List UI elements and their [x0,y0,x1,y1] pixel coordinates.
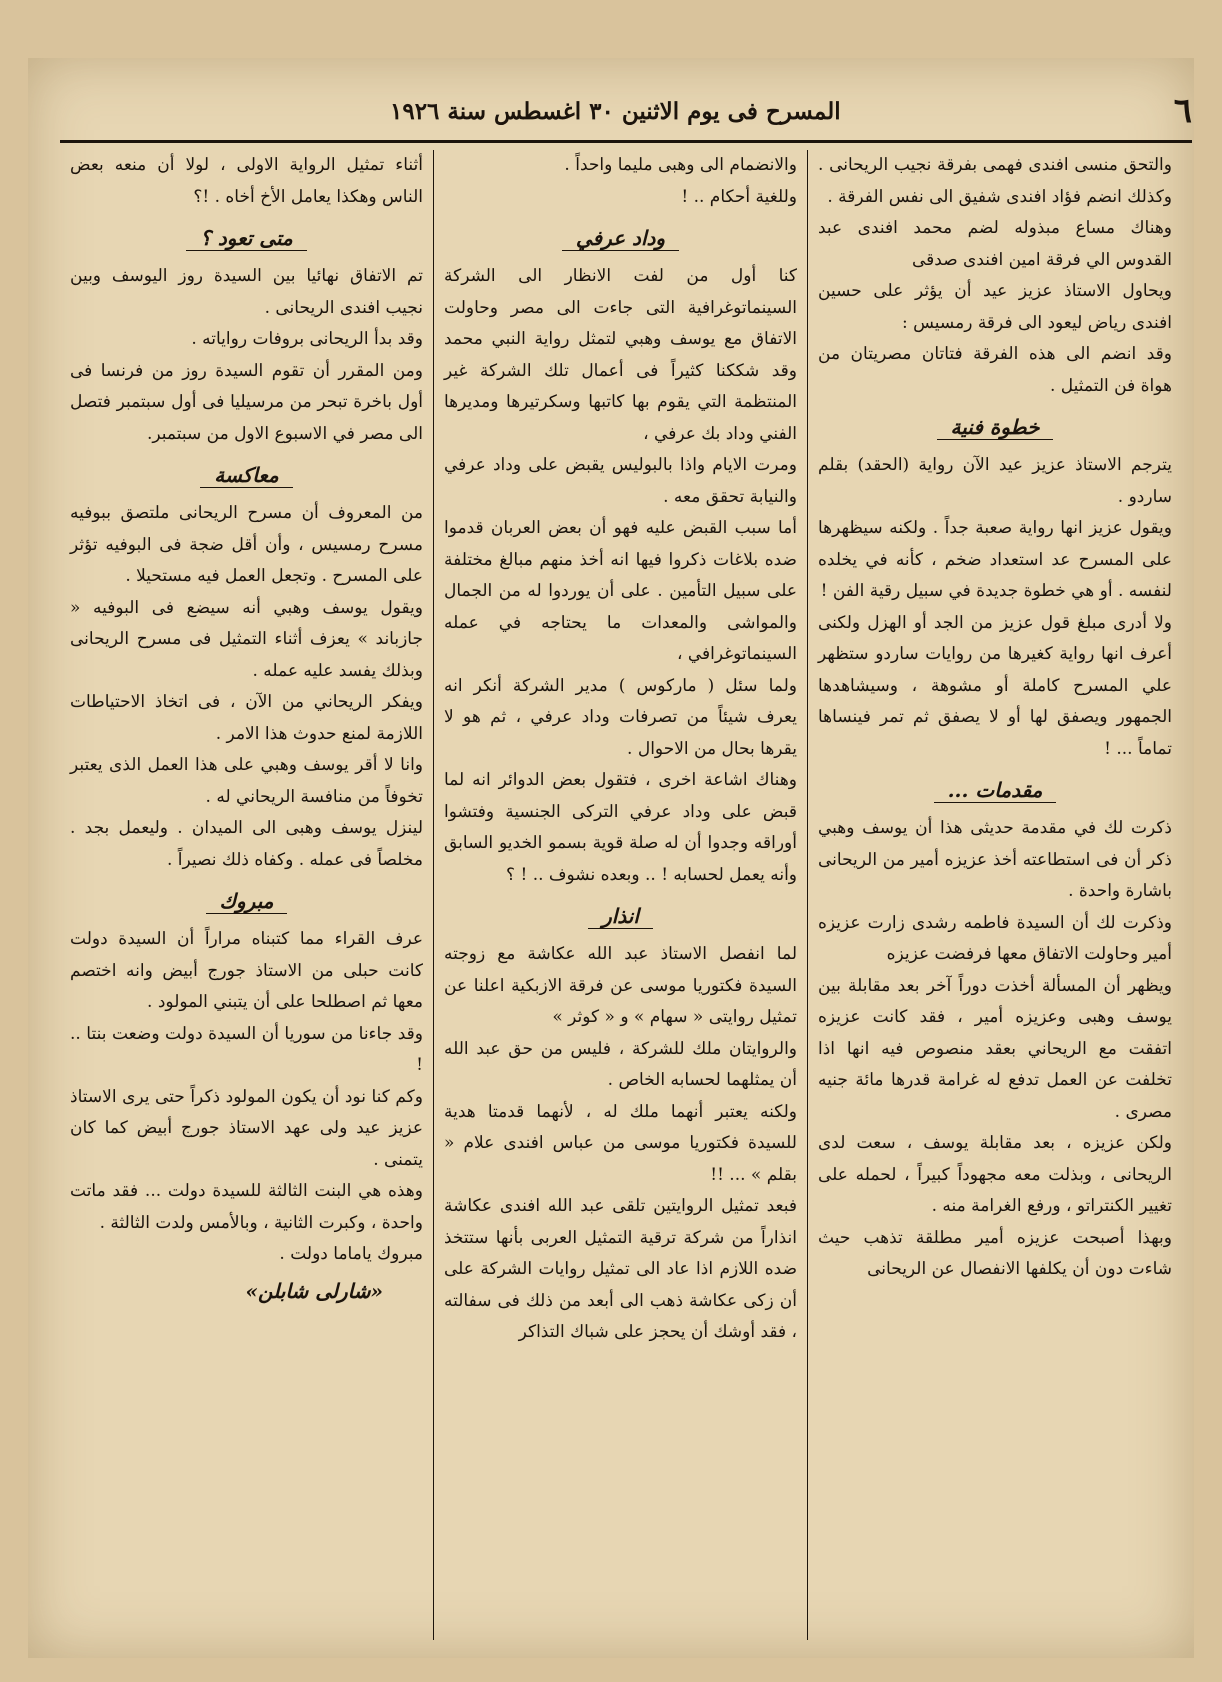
article-paragraph: ولما سئل ( ماركوس ) مدير الشركة أنكر انه يعرف شيئاً من تصرفات وداد عرفي ، ثم هو لا يقرها بحال من الاحوال . [444,675,797,759]
article-paragraph: يترجم الاستاذ عزيز عيد الآن رواية (الحقد) بقلم ساردو . [818,455,1172,507]
article-paragraph: وانا لا أقر يوسف وهبي على هذا العمل الذى يعتبر تخوفاً من منافسة الريحاني له . [70,755,423,807]
article-paragraph: ويقول يوسف وهبي أنه سيضع فى البوفيه « جازباند » يعزف أثناء التمثيل فى مسرح الريحانى وبذلك يفسد عليه عمله . [70,597,423,681]
article-paragraph: وبهذا أصبحت عزيزه أمير مطلقة تذهب حيث شاءت دون أن يكلفها الانفصال عن الريحانى [818,1227,1172,1279]
article-paragraph: لما انفصل الاستاذ عبد الله عكاشة مع زوجته السيدة فكتوريا موسى عن فرقة الازبكية اعلنا عن تمثيل روايتى « سهام » و « كوثر » [444,944,797,1027]
article-paragraph: أما سبب القبض عليه فهو أن بعض العربان قدموا ضده بلاغات ذكروا فيها انه أخذ منهم مبالغ مختلفة على سبيل التأمين . على أن يوردوا له من الجمال والمواشى والمعدات ما يحتاجه في عمله السينماتوغرافي ، [444,518,797,664]
section-heading [70,460,423,490]
article-paragraph: ويقول عزيز انها رواية صعبة جداً . ولكنه سيظهرها على المسرح عد استعداد ضخم ، كأنه في يخلده لنفسه . أو هي خطوة جديدة في سبيل رقية الفن ! [818,518,1172,601]
article-paragraph: لينزل يوسف وهبى الى الميدان . وليعمل بجد . مخلصاً فى عمله . وكفاه ذلك نصيراً . [70,818,423,870]
article-paragraph: ولكنه يعتبر أنهما ملك له ، لأنهما قدمتا هدية للسيدة فكتوريا موسى من عباس افندى علام « بقلم » ... !! [444,1101,797,1185]
article-paragraph: ومن المقرر أن تقوم السيدة روز من فرنسا فى أول باخرة تبحر من مرسيليا فى أول سبتمبر فتصل الى مصر في الاسبوع الاول من سبتمبر. [70,360,423,444]
article-paragraph: وذكرت لك أن السيدة فاطمه رشدى زارت عزيزه أمير وحاولت الاتفاق معها فرفضت عزيزه [818,912,1172,964]
article-paragraph: وهناك اشاعة اخرى ، فتقول بعض الدوائر انه لما قبض على وداد عرفي التركى الجنسية وفتشوا أوراقه وجدوا أن له صلة قوية بسمو الخديو السابق وأنه يعمل لحسابه ! .. وبعده نشوف .. ! ؟ [444,770,797,885]
article-paragraph: ولكن عزيزه ، بعد مقابلة يوسف ، سعت لدى الريحانى ، وبذلت معه مجهوداً كبيراً ، لحمله على تغيير الكنتراتو ، ورفع الغرامة منه . [818,1133,1172,1216]
article-paragraph: ويحاول الاستاذ عزيز عيد أن يؤثر على حسين افندى رياض ليعود الى فرقة رمسيس : [818,281,1172,333]
article-paragraph: وهذه هي البنت الثالثة للسيدة دولت ... فقد ماتت واحدة ، وكبرت الثانية ، وبالأمس ولدت الثالثة . [70,1181,423,1233]
article-paragraph: والانضمام الى وهبى مليما واحداً . [564,155,797,175]
column-1 [808,150,1182,1640]
column-3 [60,150,434,1640]
header-rule [60,140,1192,143]
article-paragraph: كنا أول من لفت الانظار الى الشركة السينماتوغرافية التى جاءت الى مصر وحاولت الاتفاق مع يوسف وهبي لتمثل رواية النبي محمد وقد شككنا كثيراً فى أعمال تلك الشركة غير المنتظمة التي يقوم بها كاتبها وسكرتيرها ومديرها الفني وداد بك عرفي ، [444,266,797,444]
section-heading [70,886,423,916]
article-paragraph: أثناء تمثيل الرواية الاولى ، لولا أن منعه بعض الناس وهكذا يعامل الأخ أخاه . !؟ [70,155,423,207]
section-heading-text: مقدمات ... [934,778,1057,803]
section-heading-text: متى تعود ؟ [186,226,306,251]
section-heading [818,775,1172,805]
article-paragraph: ذكرت لك في مقدمة حديثى هذا أن يوسف وهبي ذكر أن فى استطاعته أخذ عزيزه أمير من الريحانى باشارة واحدة . [818,818,1172,901]
article-paragraph: ومرت الايام واذا بالبوليس يقبض على وداد عرفي والنيابة تحقق معه . [444,455,797,507]
article-paragraph: والتحق منسى افندى فهمى بفرقة نجيب الريحانى . وكذلك انضم فؤاد افندى شفيق الى نفس الفرقة . [818,155,1172,207]
article-paragraph: وكم كنا نود أن يكون المولود ذكراً حتى يرى الاستاذ عزيز عيد ولى عهد الاستاذ جورج أبيض كما كان يتمنى . [70,1086,423,1170]
article-paragraph: والروايتان ملك للشركة ، فليس من حق عبد الله أن يمثلهما لحسابه الخاص . [444,1038,797,1090]
section-heading [444,223,797,253]
article-paragraph: ويفكر الريحاني من الآن ، فى اتخاذ الاحتياطات اللازمة لمنع حدوث هذا الامر . [70,692,423,744]
header-title: المسرح فی یوم الاثنین ۳۰ اغسطس سنة ۱۹۲٦ [390,97,841,125]
article-columns [60,150,1182,1640]
article-paragraph: وقد انضم الى هذه الفرقة فتاتان مصريتان من هواة فن التمثيل . [818,344,1172,396]
section-heading-text: خطوة فنية [937,415,1054,440]
author-signature: «شارلى شابلن» [245,1278,383,1303]
section-heading-text: انذار [588,904,653,929]
section-heading-text: وداد عرفي [562,226,679,251]
page-header [60,92,1192,130]
article-paragraph: ولا أدرى مبلغ قول عزيز من الجد أو الهزل ولكنى أعرف انها رواية كغيرها من روايات ساردو ستظهر علي المسرح كاملة أو مشوهة ، وسيشاهدها الجمهور ويصفق لها أو لا يصفق ثم تمر فينساها تماماً ... ! [818,612,1172,759]
section-heading [70,223,423,253]
article-paragraph: وللغية أحكام .. ! [681,186,797,207]
article-paragraph: وهناك مساع مبذوله لضم محمد افندى عبد القدوس الي فرقة امين افندى صدقى [818,218,1172,270]
article-paragraph: من المعروف أن مسرح الريحانى ملتصق ببوفيه مسرح رمسيس ، وأن أقل ضجة فى البوفيه تؤثر على المسرح . وتجعل العمل فيه مستحيلا . [70,503,423,586]
article-paragraph: تم الاتفاق نهائيا بين السيدة روز اليوسف وبين نجيب افندى الريحانى . [70,266,423,318]
article-paragraph: ويظهر أن المسألة أخذت دوراً آخر بعد مقابلة بين يوسف وهبى وعزيزه أمير ، فقد كانت عزيزه اتفقت مع الريحاني بعقد منصوص فيه انها اذا تخلفت عن العمل تدفع له غرامة قدرها مائة جنيه مصرى . [818,975,1172,1122]
article-paragraph: مبروك ياماما دولت . [279,1244,423,1264]
article-paragraph: عرف القراء مما كتبناه مراراً أن السيدة دولت كانت حبلى من الاستاذ جورج أبيض وانه اختصم معها ثم اصطلحا على أن يتبني المولود . [70,929,423,1012]
article-paragraph: فبعد تمثيل الروايتين تلقى عبد الله افندى عكاشة انذاراً من شركة ترقية التمثيل العربى بأنها ستتخذ ضده اللازم اذا عاد الى تمثيل روايات الشركة على أن زكى عكاشة ذهب الى أبعد من ذلك فى سفالته ، فقد أوشك أن يحجز على شباك التذاكر [444,1196,797,1342]
article-paragraph: وقد بدأ الريحانى بروفات رواياته . [191,329,423,349]
section-heading [818,412,1172,442]
article-paragraph: وقد جاءنا من سوريا أن السيدة دولت وضعت بنتا .. ! [70,1023,423,1075]
section-heading-text: مبروك [206,889,288,914]
column-2 [434,150,808,1640]
page-number: ٦ [1173,91,1192,131]
section-heading [444,901,797,931]
section-heading-text: معاكسة [200,463,293,488]
